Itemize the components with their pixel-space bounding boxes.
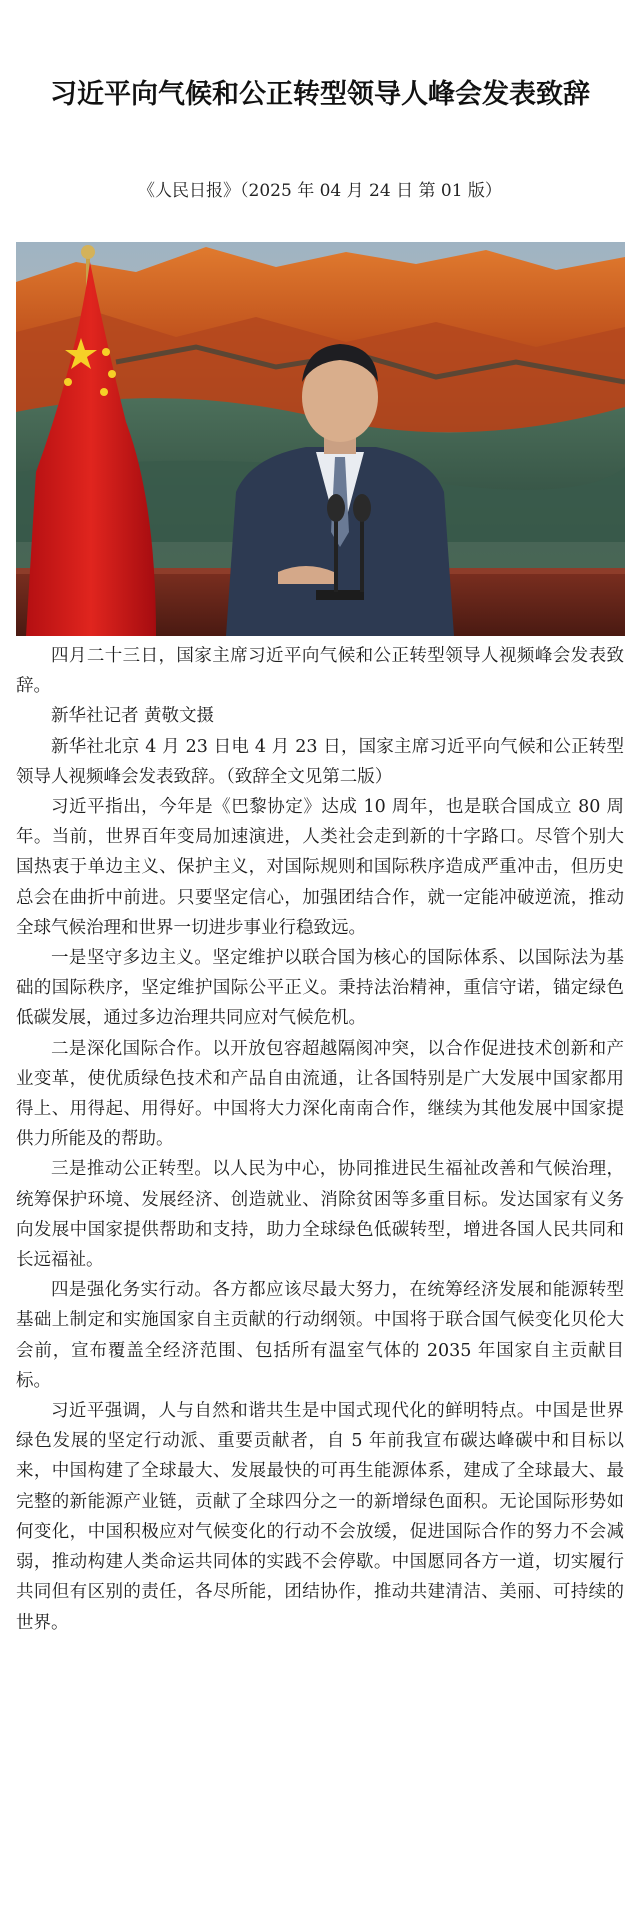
- article-paragraph: 习近平指出，今年是《巴黎协定》达成 10 周年，也是联合国成立 80 周年。当前，世界百年变局加速演进，人类社会走到新的十字路口。尽管个别大国热衷于单边主义、保护主义，对国际规则和国际秩序造成严重冲击，但历史总会在曲折中前进。只要坚定信心，加强团结合作，就一定能冲破逆流，推动全球气候治理和世界一切进步事业行稳致远。: [16, 797, 624, 938]
- article-paragraph: 四月二十三日，国家主席习近平向气候和公正转型领导人视频峰会发表致辞。: [16, 646, 624, 697]
- article-paragraph: 二是深化国际合作。以开放包容超越隔阂冲突，以合作促进技术创新和产业变革，使优质绿色技术和产品自由流通，让各国特别是广大发展中国家都用得上、用得起、用得好。中国将大力深化南南合作，继续为其他发展中国家提供力所能及的帮助。: [16, 1038, 624, 1150]
- article-paragraph: 三是推动公正转型。以人民为中心，协同推进民生福祉改善和气候治理，统筹保护环境、发展经济、创造就业、消除贫困等多重目标。发达国家有义务向发展中国家提供帮助和支持，助力全球绿色低碳转型，增进各国人民共同和长远福祉。: [16, 1159, 624, 1271]
- publication-source: 《人民日报》（2025 年 04 月 24 日 第 01 版）: [138, 181, 502, 201]
- article-paragraph: 四是强化务实行动。各方都应该尽最大努力，在统筹经济发展和能源转型基础上制定和实施国家自主贡献的行动纲领。中国将于联合国气候变化贝伦大会前，宣布覆盖全经济范围、包括所有温室气体的 2035 年国家自主贡献目标。: [16, 1280, 624, 1391]
- article-title: 习近平向气候和公正转型领导人峰会发表致辞: [50, 79, 590, 110]
- article-photo: [16, 242, 625, 636]
- speaker-at-desk-photo-icon: [16, 242, 625, 636]
- article-paragraph: 习近平强调，人与自然和谐共生是中国式现代化的鲜明特点。中国是世界绿色发展的坚定行动派、重要贡献者，自 5 年前我宣布碳达峰碳中和目标以来，中国构建了全球最大、发展最快的可再生能源体系，建成了全球最大、最完整的新能源产业链，贡献了全球四分之一的新增绿色面积。无论国际形势如何变化，中国积极应对气候变化的行动不会放缓，促进国际合作的努力不会减弱，推动构建人类命运共同体的实践不会停歇。中国愿同各方一道，切实履行共同但有区别的责任，各尽所能，团结协作，推动共建清洁、美丽、可持续的世界。: [16, 1401, 624, 1633]
- article-paragraph: 一是坚守多边主义。坚定维护以联合国为核心的国际体系、以国际法为基础的国际秩序，坚定维护国际公平正义。秉持法治精神，重信守诺，锚定绿色低碳发展，通过多边治理共同应对气候危机。: [16, 948, 624, 1029]
- photo-credit: 新华社记者 黄敬文摄: [51, 706, 215, 727]
- article-body: [16, 641, 624, 1638]
- article-paragraph: 新华社北京 4 月 23 日电 4 月 23 日，国家主席习近平向气候和公正转型领导人视频峰会发表致辞。（致辞全文见第二版）: [16, 736, 624, 787]
